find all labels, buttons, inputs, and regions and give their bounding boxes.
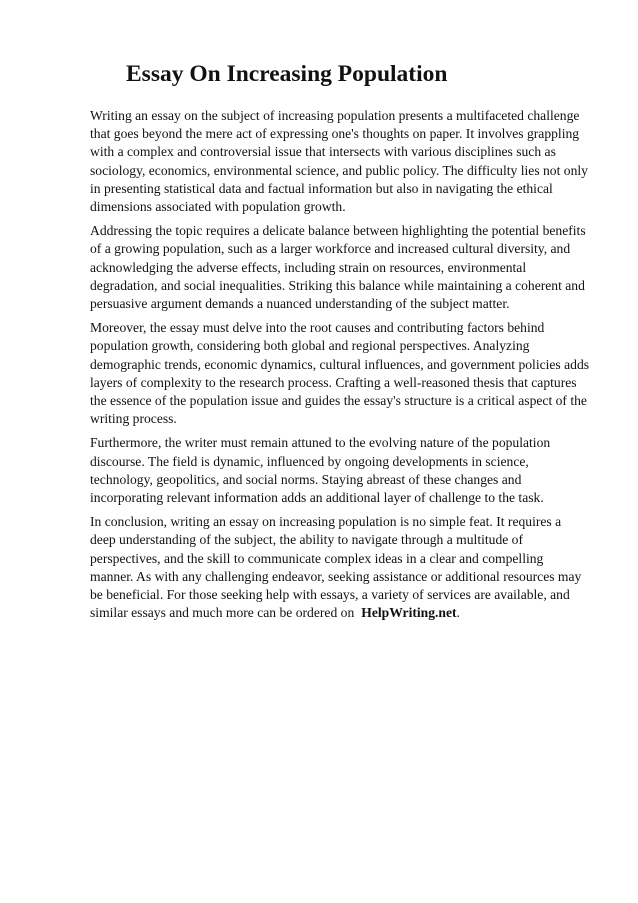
paragraph-2: Addressing the topic requires a delicate balance between highlighting the potential benefits of a growing population, such as a larger workforce and increased cultural diversity, and acknowledging the adverse effects, including strain on resources, environmental degradation, and social inequalities. Striking this balance while maintaining a coherent and persuasive argument demands a nuanced understanding of the subject matter. [90,223,586,312]
conclusion-text: In conclusion, writing an essay on increasing population is no simple feat. It requires a deep understanding of the subject, the ability to navigate through a multitude of perspectives, and the skill to communicate complex ideas in a clear and compelling manner. As with any challenging endeavor, seeking assistance or additional resources may be beneficial. For those seeking help with essays, a variety of services are available, and similar essays and much more can be ordered on [90,514,582,621]
document-title: Essay On Increasing Population [126,61,448,87]
conclusion-end-punct: . [456,605,460,621]
paragraph-4: Furthermore, the writer must remain attuned to the evolving nature of the population discourse. The field is dynamic, influenced by ongoing developments in science, technology, geopolitics, and social norms. Staying abreast of these changes and incorporating relevant information adds an additional layer of challenge to the task. [90,435,551,506]
paragraph-conclusion [90,513,590,622]
paragraph-3: Moreover, the essay must delve into the root causes and contributing factors behind population growth, considering both global and regional perspectives. Analyzing demographic trends, economic dynamics, cultural influences, and government policies adds layers of complexity to the research process. Crafting a well-reasoned thesis that captures the essence of the population issue and guides the essay's structure is a critical aspect of the writing process. [90,320,590,427]
paragraph-1: Writing an essay on the subject of increasing population presents a multifaceted challenge that goes beyond the mere act of expressing one's thoughts on paper. It involves grappling with a complex and controversial issue that intersects with various disciplines such as sociology, economics, environmental science, and public policy. The difficulty lies not only in presenting statistical data and factual information but also in navigating the ethical dimensions associated with population growth. [90,108,588,215]
helpwriting-link[interactable]: HelpWriting.net [361,605,457,621]
